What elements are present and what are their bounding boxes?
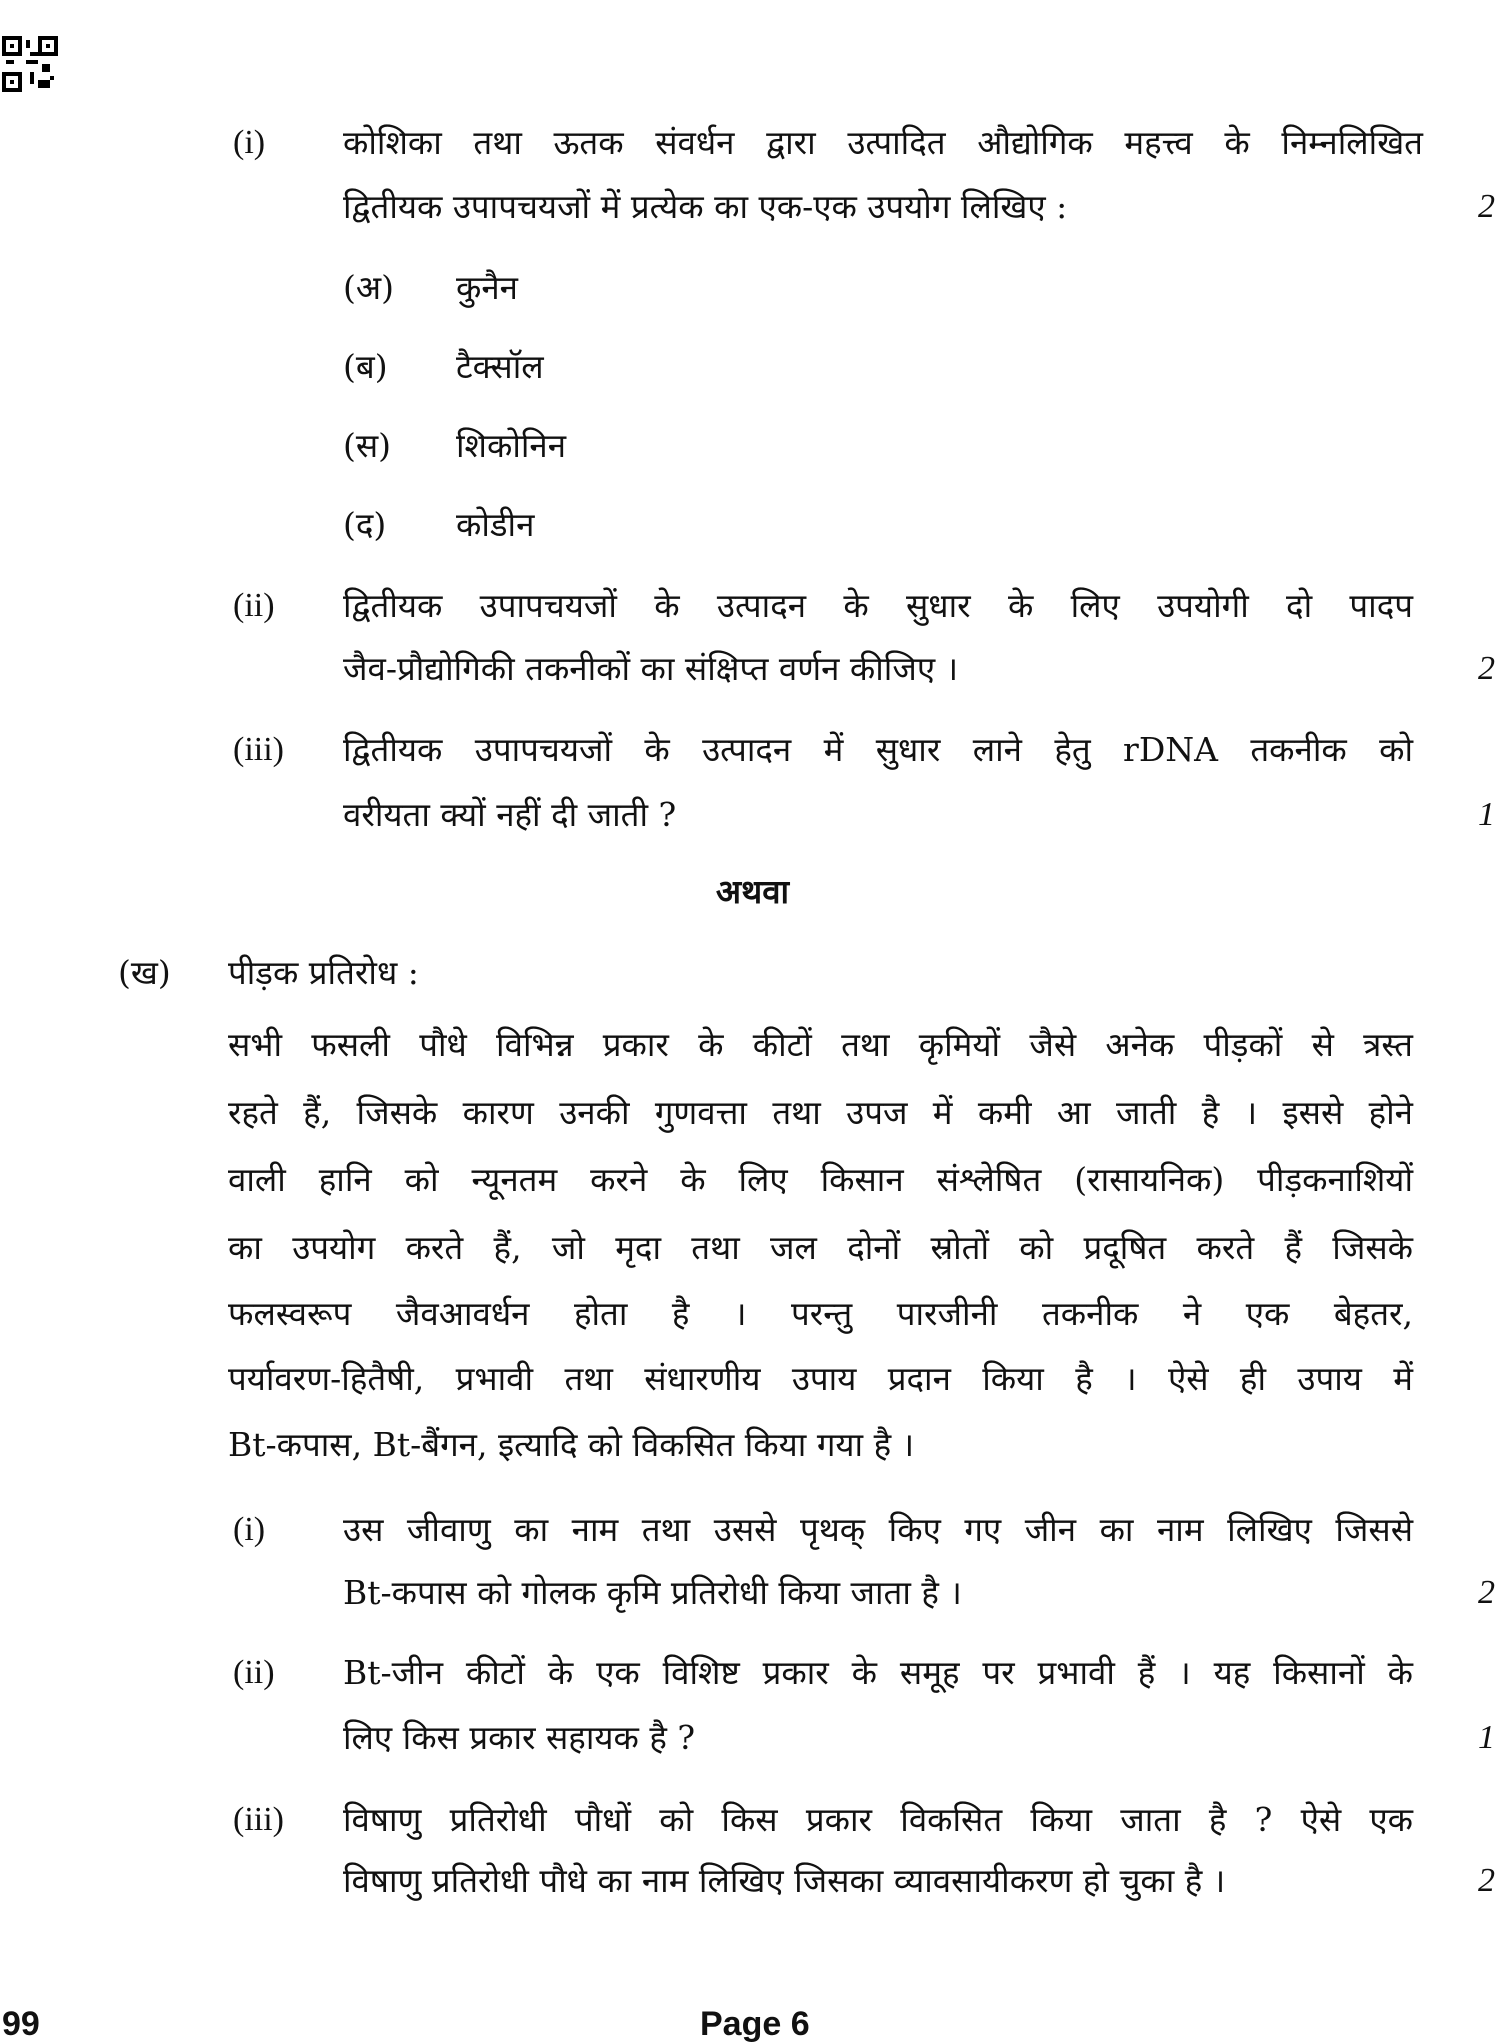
question-text-line: Bt-कपास को गोलक कृमि प्रतिरोधी किया जाता है । bbox=[343, 1573, 962, 1612]
question-text-line: जैव-प्रौद्योगिकी तकनीकों का संक्षिप्त वर्णन कीजिए । bbox=[343, 649, 959, 688]
question-label: (ii) bbox=[233, 587, 275, 624]
page-number: Page 6 bbox=[700, 2005, 810, 2043]
option-text: टैक्सॉल bbox=[456, 347, 544, 386]
paragraph-line: फलस्वरूप जैवआवर्धन होता है । परन्तु पारजीनी तकनीक ने एक बेहतर, bbox=[228, 1294, 1413, 1333]
paragraph-line: पर्यावरण-हितैषी, प्रभावी तथा संधारणीय उपाय प्रदान किया है । ऐसे ही उपाय में bbox=[228, 1359, 1413, 1398]
question-text-line: उस जीवाणु का नाम तथा उससे पृथक् किए गए जीन का नाम लिखिए जिससे bbox=[343, 1510, 1413, 1549]
question-text-line: लिए किस प्रकार सहायक है ? bbox=[343, 1718, 696, 1757]
marks: 2 bbox=[1478, 1574, 1495, 1611]
question-text-line: द्वितीयक उपापचयजों में प्रत्येक का एक-एक उपयोग लिखिए : bbox=[343, 187, 1068, 226]
option-text: शिकोनिन bbox=[456, 426, 567, 465]
option-label: (अ) bbox=[343, 268, 394, 307]
option-label: (द) bbox=[343, 505, 387, 544]
marks: 1 bbox=[1478, 1719, 1495, 1756]
question-text-line: विषाणु प्रतिरोधी पौधों को किस प्रकार विकसित किया जाता है ? ऐसे एक bbox=[343, 1800, 1413, 1839]
question-text-line: वरीयता क्यों नहीं दी जाती ? bbox=[343, 795, 677, 834]
marks: 2 bbox=[1478, 188, 1495, 225]
qr-code-icon bbox=[2, 36, 58, 92]
paragraph-line: का उपयोग करते हैं, जो मृदा तथा जल दोनों स्रोतों को प्रदूषित करते हैं जिसके bbox=[228, 1228, 1413, 1267]
question-label: (iii) bbox=[233, 731, 284, 768]
marks: 2 bbox=[1478, 650, 1495, 687]
option-label: (ब) bbox=[343, 347, 388, 386]
question-text-line: द्वितीयक उपापचयजों के उत्पादन में सुधार लाने हेतु rDNA तकनीक को bbox=[343, 730, 1413, 769]
question-label: (i) bbox=[233, 1511, 266, 1548]
paper-code: 99 bbox=[2, 2005, 40, 2043]
question-label: (iii) bbox=[233, 1801, 284, 1838]
question-label: (ii) bbox=[233, 1654, 275, 1691]
part-label: (ख) bbox=[118, 953, 171, 992]
option-text: कुनैन bbox=[456, 268, 518, 307]
or-heading: अथवा bbox=[715, 872, 790, 911]
option-label: (स) bbox=[343, 426, 392, 465]
marks: 2 bbox=[1478, 1862, 1495, 1899]
paragraph-line: Bt-कपास, Bt-बैंगन, इत्यादि को विकसित किया गया है । bbox=[228, 1425, 915, 1464]
question-text-line: द्वितीयक उपापचयजों के उत्पादन के सुधार के लिए उपयोगी दो पादप bbox=[343, 586, 1413, 625]
paragraph-line: रहते हैं, जिसके कारण उनकी गुणवत्ता तथा उपज में कमी आ जाती है । इससे होने bbox=[228, 1093, 1413, 1132]
question-text-line: विषाणु प्रतिरोधी पौधे का नाम लिखिए जिसका व्यावसायीकरण हो चुका है । bbox=[343, 1861, 1226, 1900]
part-heading: पीड़क प्रतिरोध : bbox=[228, 953, 419, 992]
paragraph-line: सभी फसली पौधे विभिन्न प्रकार के कीटों तथा कृमियों जैसे अनेक पीड़कों से त्रस्त bbox=[228, 1025, 1413, 1064]
marks: 1 bbox=[1478, 796, 1495, 833]
question-label: (i) bbox=[233, 124, 266, 161]
option-text: कोडीन bbox=[456, 505, 535, 544]
paragraph-line: वाली हानि को न्यूनतम करने के लिए किसान संश्लेषित (रासायनिक) पीड़कनाशियों bbox=[228, 1160, 1413, 1199]
question-text-line: कोशिका तथा ऊतक संवर्धन द्वारा उत्पादित औद्योगिक महत्त्व के निम्नलिखित bbox=[343, 123, 1423, 162]
question-text-line: Bt-जीन कीटों के एक विशिष्ट प्रकार के समूह पर प्रभावी हैं । यह किसानों के bbox=[343, 1653, 1413, 1692]
